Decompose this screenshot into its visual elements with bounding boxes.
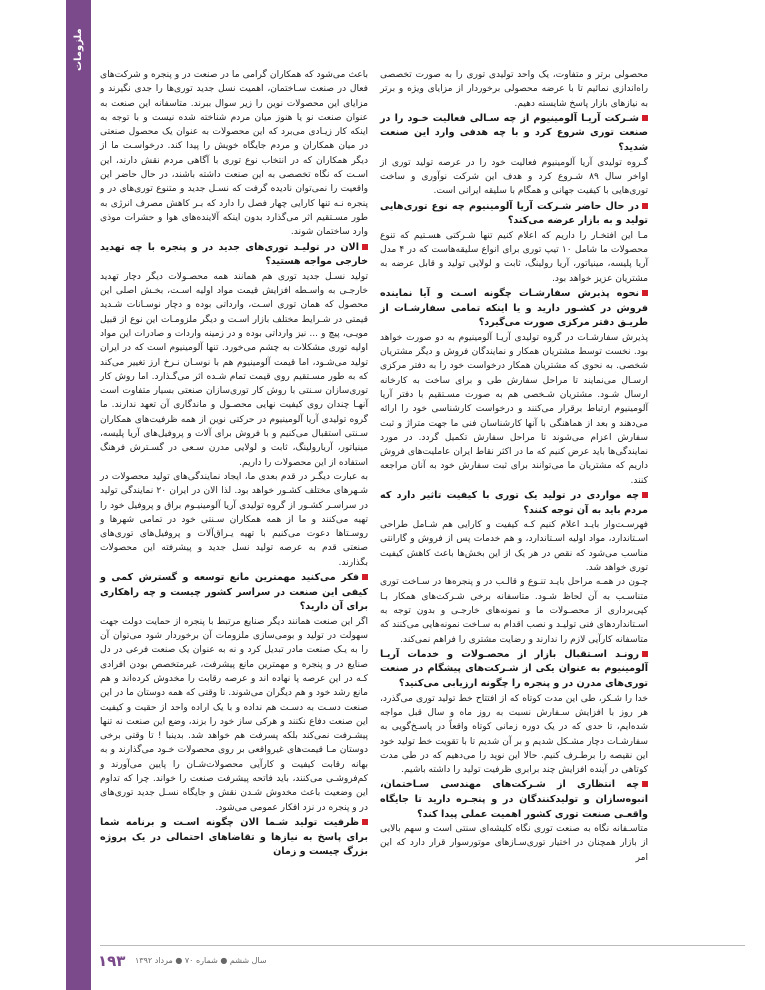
answer-paragraph: مـا این افتخـار را داریم که اعلام کنیم تنها شـرکتی هسـتیم که تنوع محصولات ما شامل ۱۰ تیپ توری برای انواع سلیقه‌هاست که در ۴ مدل آریا پلیسه، مینیاتور، آریا رولینگ، ثابت و لولایی تولید و قابل عرضه به مشتریان عزیز خواهد بود. — [380, 230, 648, 284]
question-text: فکر می‌کنید مهمترین مانع توسعه و گسترش کمی و کیفی این صنعت در سراسر کشور چیست و چه راهکاری برای آن دارید؟ — [100, 571, 368, 613]
red-square-bullet-icon — [642, 492, 648, 498]
section-sidebar — [66, 0, 91, 990]
answer-paragraph: تولید نسـل جدید توری هم همانند همه محصـولات دیگر دچار تهدید خارجـی به واسـطه افزایش قیمت مواد اولیه اسـت، بخـش اصلی این محصول که همان توری اسـت، وارداتی بوده و دچار نوسـانات شـدید قیمتی در شـرایط مختلف بازار اسـت و دیگر ملزومـات این نوع از قبیل مویـی، پیچ و ... نیز وارداتی بوده و در زمینه واردات و صادرات این مواد اولیه توری مشکلات به چشم می‌خورد. تنها آلومینیوم است که در ایران تولید می‌شـود، اما قیمت آلومینیوم هم با نوسـان نـرخ ارز تغییر می‌کند که به طور مسـتقیم روی قیمت تمام شـده اثر می‌گـذارد. اما روش کار توری‌سازان سـنتی با روش کار توری‌سازان صنعتی بسیار متفاوت است آنهـا چندان روی کیفیت نهایی محصـول و ماندگاری آن تعهد ندارند. ما گروه تولیدی آریا آلومینیوم در حرکتی نوین از همه ظرفیت‌های همکاران سـنتی استقبال می‌کنیم و با فروش برای آلات و پروفیل‌های آریا پلیسه، مینیاتور، آریارولینگ، ثابت و لولایی مدرن سـعی در گسـترش فرهنگ استفاده از این محصولات را داریم. — [100, 271, 368, 468]
question-text: ظرفیت تولید شـما الان چگونه اسـت و برنامه شما برای پاسخ به نیازها و تقاضاهای احتمالی در یک پروژه بزرگ چیست و زمان — [100, 816, 368, 858]
red-square-bullet-icon — [362, 574, 368, 580]
interview-question — [380, 200, 648, 229]
section-title: ملزومات — [73, 28, 84, 72]
red-square-bullet-icon — [642, 651, 648, 657]
answer-paragraph: فهرسـت‌وار بایـد اعلام کنیم کـه کیفیت و کارایی هم شـامل طراحی اسـتاندارد، مواد اولیه اسـتاندارد، و هم خدمات پس از فروش و گارانتی مناسب می‌شود که نقص در هر یک از این بخش‌ها باعث کاهش کیفیت توری خواهد شد. — [380, 520, 648, 574]
interview-question — [380, 112, 648, 156]
answer-paragraph: باعث می‌شود که همکاران گرامی ما در صنعت در و پنجره و شرکت‌های فعال در صنعت سـاختمان، اهمیت نسل جدید توری‌ها را جدی نگیرند و مزایای این محصولات نوین را زیر سوال ببرند. متاسفانه این صنعت به عنوان صنعت نو یا هنوز میان مردم شناخته شده نیست و با توجه به اینکه کار زیـادی می‌برد که این محصولات به عنوان یک محصول صنعتی در میان همکاران و مردم جایگاه خویش را پیدا کند. درخواسـت ما از دیگر همکاران که در انتخاب نوع توری با آگاهی مردم نقش دارند، این اسـت که نگاه تخصصی به این صنعت داشته باشند، در حال حاضر این واقعیت را نمی‌توان نادیده گرفت که نسـل جدید و متنوع توری‌های در و پنجره نـه تنها کارایی چهار فصل را دارد که بـر کاهش مصرف انرژی به طور مسـتقیم اثر می‌گذارد بدون اینکه آلاینده‌های هوا و حشرات موذی وارد ساختمان شوند. — [100, 70, 368, 238]
red-square-bullet-icon — [642, 115, 648, 121]
issue-info: سال ششم ● شماره ۷۰ ● مرداد ۱۳۹۲ — [135, 956, 267, 965]
answer-paragraph: چـون در همـه مراحل بایـد تنـوع و قالـب در و پنجره‌ها در سـاخت توری متناسـب به آن لحاظ شـود. متاسفانه برخی شـرکت‌های همکار بـا کپی‌برداری از محصـولات ما و نمونه‌های خارجـی و بدون توجه به اسـتانداردهای فنی تولیـد و نصب اقدام به سـاخت نمونه‌هایی می‌کنند که متاسفانه کارآیی لازم را ندارند و رضایت مشتری را فراهم نمی‌کند. — [380, 577, 648, 645]
question-text: رونـد اسـتقبال بازار از محصـولات و خدمات آریـا آلومینیوم به عنوان یکی از شـرکت‌های پیشگام در صنعت توری‌های مدرن در و پنجره را چگونه ارزیابی می‌کنید؟ — [380, 648, 648, 690]
question-text: چه انتظاری از شـرکت‌های مهندسی سـاختمان، انبوه‌سازان و تولیدکنندگان در و پنجـره دارید تا جایگاه واقعـی صنعت توری کشور اهمیت عملی پیدا کند؟ — [380, 779, 648, 820]
article-column-right — [380, 68, 648, 865]
interview-question — [100, 816, 368, 860]
interview-question — [380, 489, 648, 518]
red-square-bullet-icon — [642, 781, 648, 787]
interview-question — [380, 778, 648, 822]
question-text: چه مواردی در تولید یک توری با کیفیت تاثیر دارد که مردم باید به آن توجه کنند؟ — [380, 489, 648, 516]
answer-paragraph: متاسـفانه نگاه به صنعت توری نگاه کلیشه‌ای سنتی است و سهم بالایی از بازار همچنان در اختیار توری‌سـازهای موتورسوار قرار دارد که این امر — [380, 824, 648, 863]
answer-paragraph: پذیرش سفارشـات در گروه تولیدی آریـا آلومینیوم به دو صورت خواهد بود. نخست توسط مشتریان همکار و نمایندگان فروش و دیگر مشتریان شخصی. به نحوی که مشتریان همکار درخواست خود را به دفتر مرکزی ارسـال می‌نمایند تا مراحل سفارش طی و برای ساخت به کارخانه ارسال شـود. مشتریان شـخصی هم به صورت مسـتقیم با دفتر آریا آلومینیوم ارتباط برقرار می‌کنند و درخواست کارشناسی خود را ارائه می‌دهند و بعد از هماهنگی با آنها کارشناسان فنی ما جهت متراژ و ثبت سفارش اعزام می‌شوند تا مراحل سفارش تکمیل گردد. در مورد نمایندگی‌ها باید عرض کنیم که ما در اکثر نقاط ایران عاملیت‌های فروش داریم که مشتریان ما می‌توانند برای ثبت سفارش خود به آنان مراجعه کنند. — [380, 332, 648, 486]
answer-paragraph: اگر این صنعت همانند دیگر صنایع مرتبط با پنجره از حمایت دولت جهت سهولت در تولید و بومی‌سازی ملزومات آن برخوردار شود می‌توان آن را به یـک صنعت مادر تبدیل کرد و نه به عنوان یک صنعت فرعی در دل صنایع در و پنجره و مهمترین مانع پیشرفت، غیرمتخصص بودن افرادی کـه در این عرصه پا نهاده اند و عرصه رقابت را مخدوش کرده‌اند و هم مانع رشد خود و هم دیگران می‌شوند. تا وقتی که همه دوستان ما در این صنعت دسـت به دسـت هم نداده و با یک اراده واحد از حقیت و کیفیت این صنعت دفاع نکنند و هرکی ساز خود را بزند، وضع این صنعت نه تنها پیشـرفت نمی‌کند بلکه پسرفت هم خواهد شد. بدینبا ! تا وقتی برخی دوستان مـا قیمت‌های غیرواقعی بر روی محصولات خـود می‌گذارند و به بهانه رقابت کیفیت و کارآیی محصولات‌شـان را پایین می‌آورند و کم‌فروشـی می‌کنند، باید فاتحه پیشرفت صنعت را خواند. چرا که تداوم این وضعیت باعث مخدوش شـدن نقش و جایگاه نسـل جدید توری‌های در و پنجره در نزد افکار عمومی می‌شود. — [100, 616, 368, 813]
red-square-bullet-icon — [362, 244, 368, 250]
interview-question — [100, 571, 368, 615]
page-number: ۱۹۳ — [98, 952, 126, 970]
question-text: شـرکت آریـا آلومینیوم از چه سـالی فعالیت خـود را در صنعت توری شروع کرد و با چه هدفی وارد این صنعت شدید؟ — [380, 112, 648, 154]
question-text: نحوه پذیرش سفارشـات چگونه اسـت و آیا نماینده فروش در کشـور دارید و یا اینکه تمامی سفارشـات از طریـق دفتر مرکزی صورت می‌گیرد؟ — [380, 287, 648, 329]
answer-paragraph: گـروه تولیدی آریا آلومینیوم فعالیت خود را در عرصه تولید توری از اواخر سال ۸۹ شـروع کرد و هدف این شرکت نوآوری و ساخت توری‌هایی با کیفیت جهانی و همگام با سلیقه ایرانی است. — [380, 157, 648, 197]
interview-question — [380, 648, 648, 692]
answer-paragraph: خدا را شـکر، طی این مدت کوتاه که از افتتاح خط تولید توری می‌گذرد، هر روز با افزایش سـفارش نسبت به روز ماه و سال قبل مواجه شده‌ایم، تا حدی که در یک دوره زمانی کوتاه واقعاً در پاسـخ‌گویی به سفارشـات دچار مشـکل شدیم و بر آن شدیم تا با تقویت خط تولید خود این نقیصه را برطـرف کنیم. حالا این نوید را می‌دهیم که در طی مدت کوتاهی در آینده افزایش چند برابری ظرفیت تولید را داشته باشیم. — [380, 693, 648, 776]
question-text: در حال حاضر شـرکت آریا آلومینیوم چه نوع توری‌هایی تولید و به بازار عرضه می‌کند؟ — [380, 200, 648, 227]
article-column-left — [100, 68, 368, 860]
footer-divider — [100, 945, 745, 946]
answer-paragraph: محصولی برتر و متفاوت، یک واحد تولیدی توری را به صورت تخصصی راه‌اندازی نمائیم تا با عرضه محصولی برخوردار از مزایای ویژه و برتر به نیازهای بازار پاسخ شایسته دهیم. — [380, 70, 648, 109]
interview-question — [380, 287, 648, 331]
interview-question — [100, 241, 368, 270]
red-square-bullet-icon — [362, 819, 368, 825]
red-square-bullet-icon — [642, 203, 648, 209]
red-square-bullet-icon — [642, 290, 648, 296]
answer-paragraph: به عبارت دیگـر در قدم بعدی ما، ایجاد نمایندگی‌های تولید محصولات در شـهرهای مختلف کشـور خواهد بود. لذا الان در ایران ۲۰ نمایندگی تولید در سراسـر کشـور از گروه تولیدی آریا آلومینیـوم براق و پروفیل خود را تهیه می‌کنند و ما از همه همکاران سـنتی خود در تمامی شهرها و روسـتاها دعوت می‌کنیم با تهیه یـراق‌آلات و پروفیل‌های توری‌های صنعتی قدم به عرصه تولید نسل جدید و پیشرفته این محصولات بگذارند. — [100, 471, 368, 568]
question-text: الان در تولیـد توری‌های جدید در و پنجره با چه تهدید خارجی مواجه هستید؟ — [100, 241, 368, 268]
